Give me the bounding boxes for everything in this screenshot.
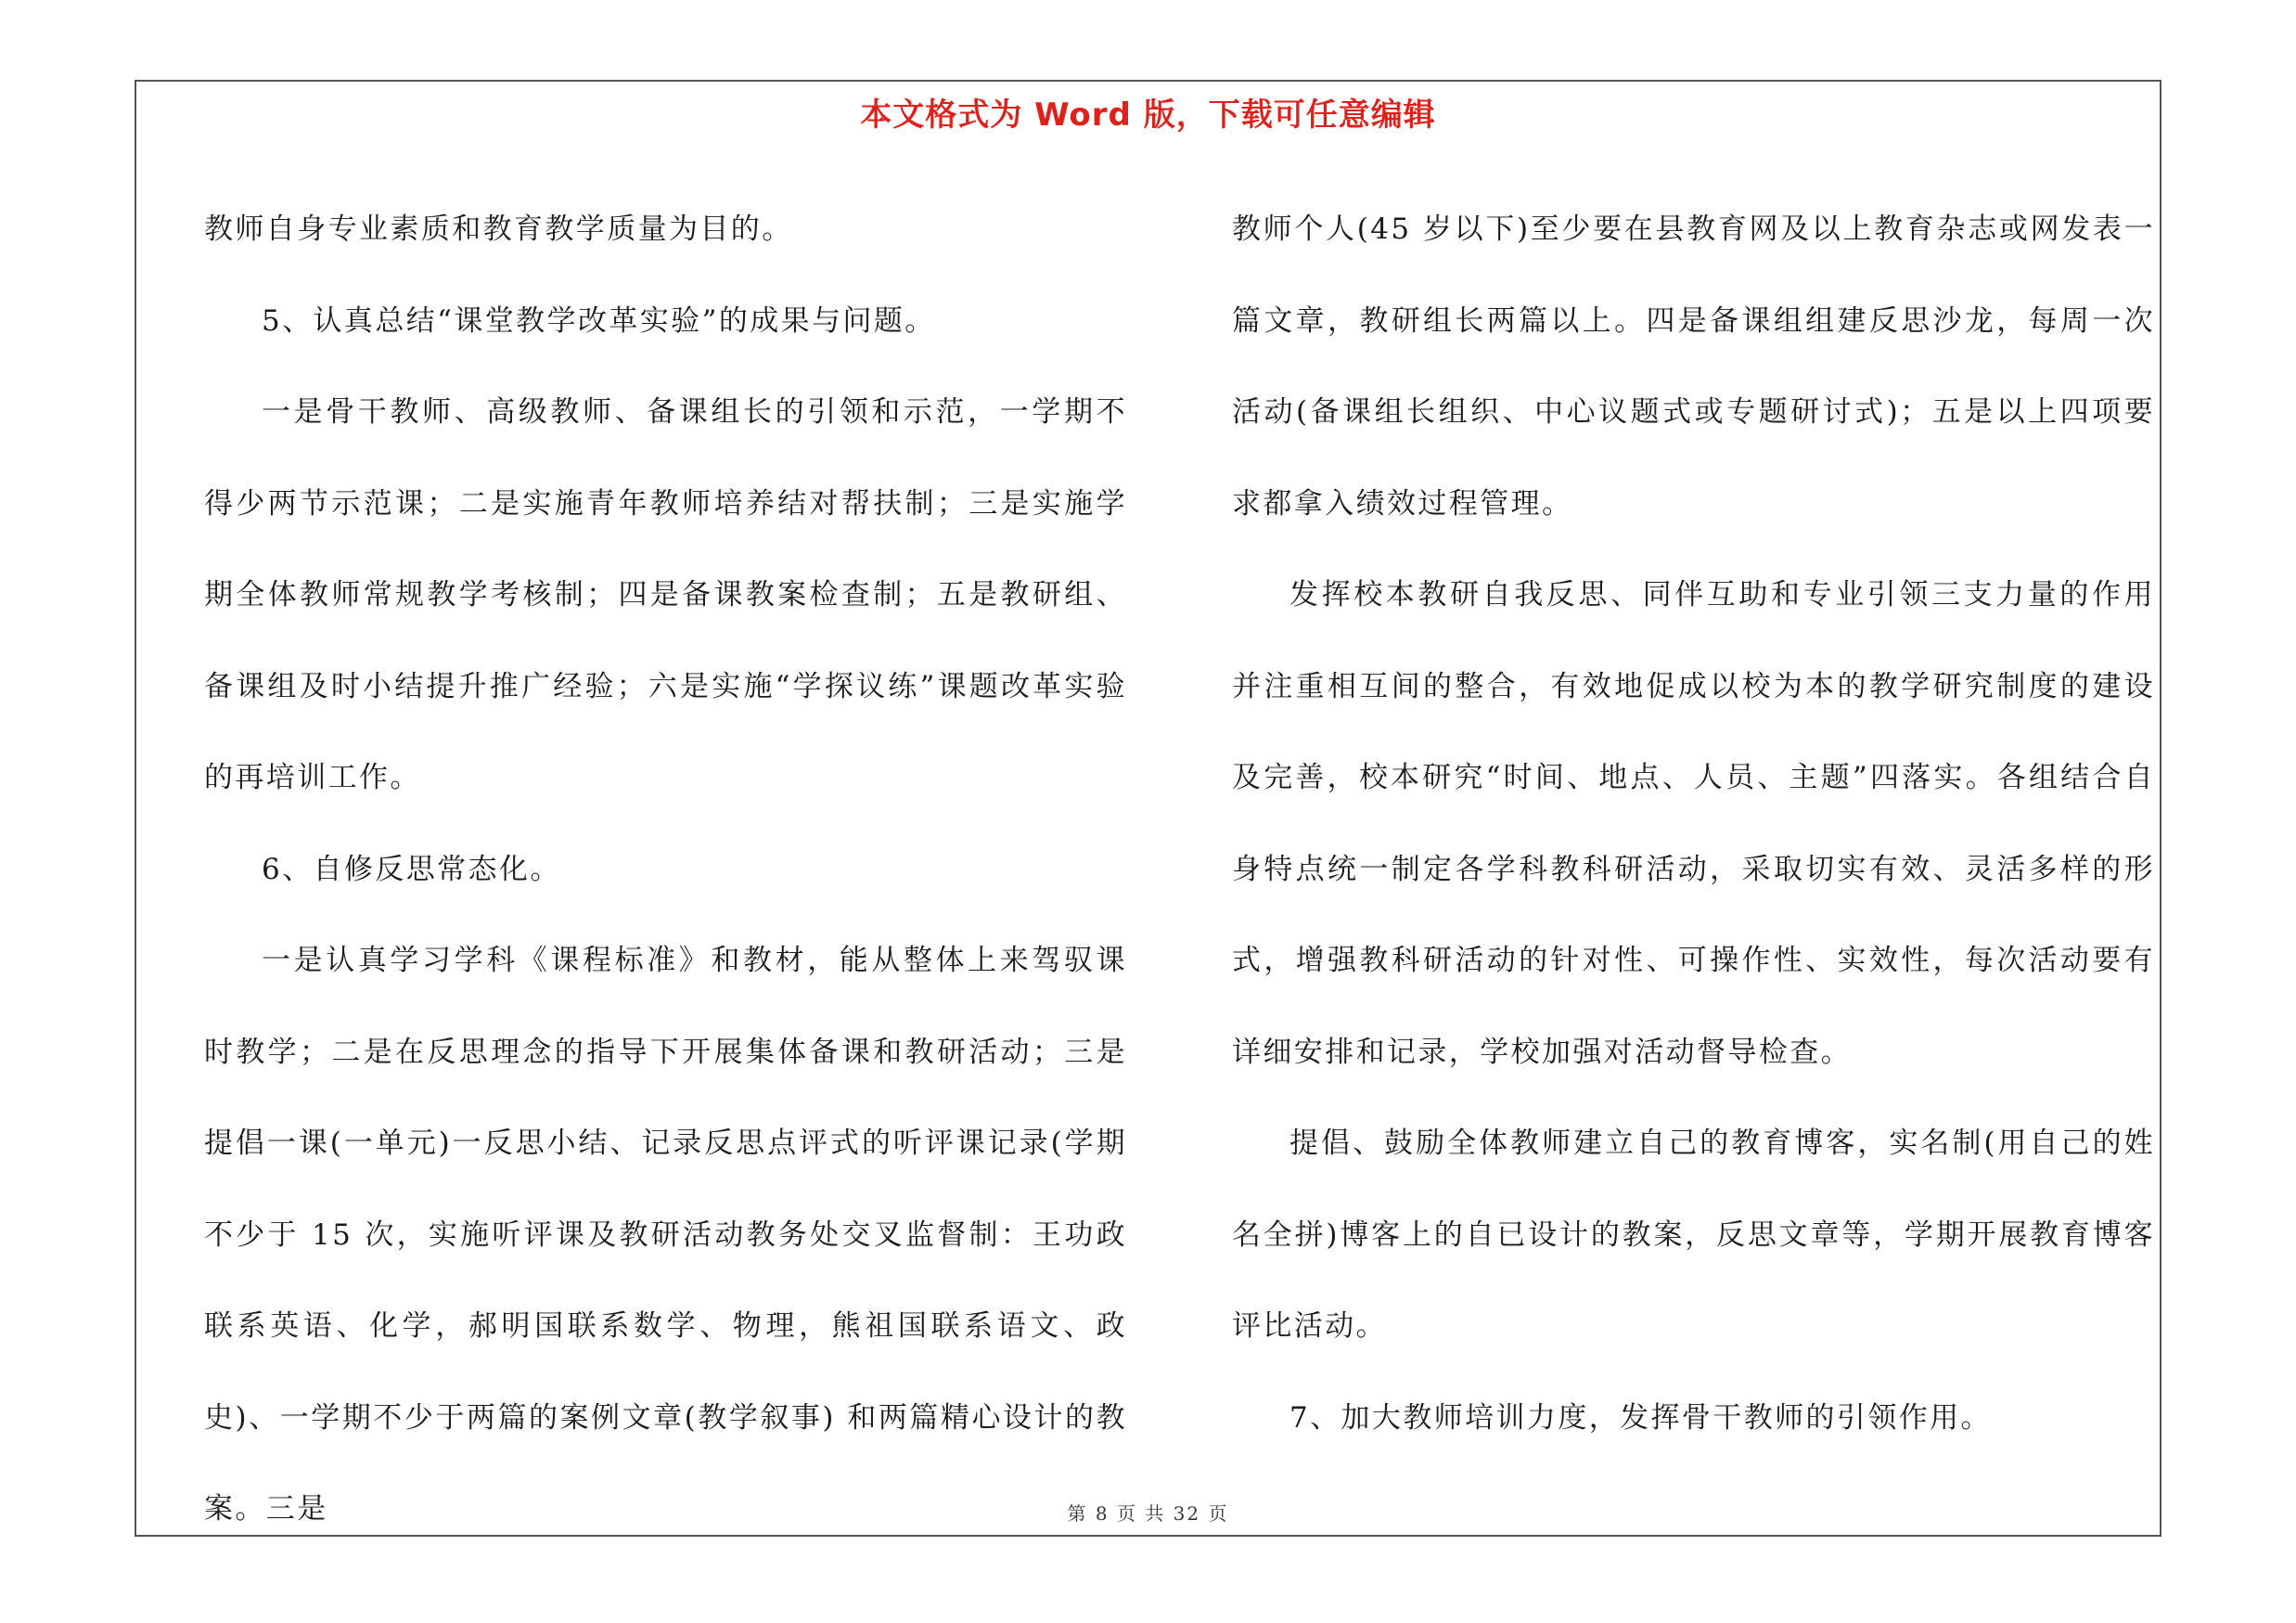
left-column [204, 184, 1127, 1555]
section-heading: 7、加大教师培训力度，发挥骨干教师的引领作用。 [1289, 1400, 1992, 1435]
paragraph: 教师个人(45 岁以下)至少要在县教育网及以上教育杂志或网发表一篇文章，教研组长两篇以上。四是备课组组建反思沙龙，每周一次活动(备课组长组织、中心议题式或专题研讨式)；五是以上四项要求都拿入绩效过程管理。 [1232, 213, 2155, 521]
format-banner: 本文格式为 Word 版，下载可任意编辑 [860, 97, 1436, 134]
paragraph: 提倡、鼓励全体教师建立自己的教育博客，实名制(用自己的姓名全拼)博客上的自已设计的教案，反思文章等，学期开展教育博客评比活动。 [1232, 1127, 2155, 1343]
paragraph: 一是骨干教师、高级教师、备课组长的引领和示范，一学期不得少两节示范课；二是实施青年教师培养结对帮扶制；三是实施学期全体教师常规教学考核制；四是备课教案检查制；五是教研组、备课组及时小结提升推广经验；六是实施“学探议练”课题改革实验的再培训工作。 [204, 395, 1127, 794]
page-number: 第 8 页 共 32 页 [1067, 1502, 1229, 1525]
section-heading: 5、认真总结“课堂教学改革实验”的成果与问题。 [262, 303, 936, 338]
paragraph: 发挥校本教研自我反思、同伴互助和专业引领三支力量的作用并注重相互间的整合，有效地促成以校为本的教学研究制度的建设及完善，校本研究“时间、地点、人员、主题”四落实。各组结合自身特点统一制定各学科教科研活动，采取切实有效、灵活多样的形式，增强教科研活动的针对性、可操作性、实效性，每次活动要有详细安排和记录，学校加强对活动督导检查。 [1232, 578, 2155, 1069]
paragraph: 一是认真学习学科《课程标准》和教材，能从整体上来驾驭课时教学；二是在反思理念的指导下开展集体备课和教研活动；三是提倡一课(一单元)一反思小结、记录反思点评式的听评课记录(学期不少于 15 次，实施听评课及教研活动教务处交叉监督制：王功政联系英语、化学，郝明国联系数学、物理，熊祖国联系语文、政史)、一学期不少于两篇的案例文章(教学叙事) 和两篇精心设计的教案。三是 [204, 944, 1127, 1526]
right-column [1232, 184, 2155, 1463]
section-heading: 6、自修反思常态化。 [262, 852, 561, 886]
paragraph: 教师自身专业素质和教育教学质量为目的。 [204, 213, 793, 246]
